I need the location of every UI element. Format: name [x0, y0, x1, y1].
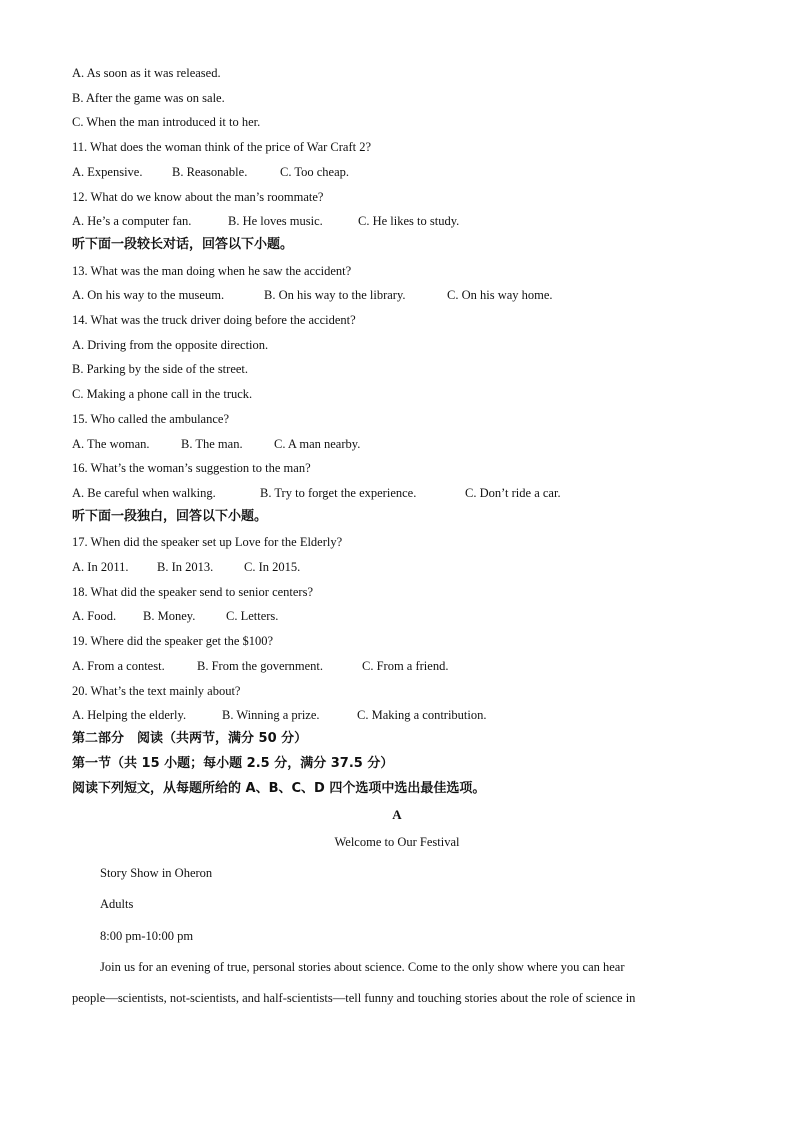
q15-option-b: B. The man.: [181, 437, 243, 451]
q11-option-b: B. Reasonable.: [172, 165, 248, 179]
q17-option-b: B. In 2013.: [157, 560, 214, 574]
q12-option-b: B. He loves music.: [228, 214, 323, 228]
q13-option-b: B. On his way to the library.: [264, 288, 406, 302]
section-heading-monologue: 听下面一段独白，回答以下小题。: [72, 509, 268, 524]
q11-question: 11. What does the woman think of the price of War Craft 2?: [72, 140, 372, 154]
q10-option-c: C. When the man introduced it to her.: [72, 115, 261, 129]
q17-option-c: C. In 2015.: [244, 560, 301, 574]
q14-question: 14. What was the truck driver doing before the accident?: [72, 313, 356, 327]
section-heading-long-dialogue: 听下面一段较长对话，回答以下小题。: [72, 237, 294, 252]
q20-option-c: C. Making a contribution.: [357, 708, 487, 722]
passage-time: 8:00 pm-10:00 pm: [100, 929, 194, 943]
q15-option-c: C. A man nearby.: [274, 437, 361, 451]
q20-question: 20. What’s the text mainly about?: [72, 684, 241, 698]
q19-option-c: C. From a friend.: [362, 659, 449, 673]
q11-option-c: C. Too cheap.: [280, 165, 350, 179]
q19-option-a: A. From a contest.: [72, 659, 165, 673]
q16-question: 16. What’s the woman’s suggestion to the man?: [72, 461, 311, 475]
q14-option-c: C. Making a phone call in the truck.: [72, 387, 253, 401]
passage-label: A: [392, 807, 402, 822]
passage-title: Welcome to Our Festival: [334, 835, 460, 849]
q12-option-a: A. He’s a computer fan.: [72, 214, 192, 228]
q18-option-b: B. Money.: [143, 609, 196, 623]
q10-option-b: B. After the game was on sale.: [72, 91, 225, 105]
q12-question: 12. What do we know about the man’s roommate?: [72, 190, 324, 204]
q16-options: [72, 485, 561, 501]
q15-question: 15. Who called the ambulance?: [72, 412, 229, 426]
q17-option-a: A. In 2011.: [72, 560, 129, 574]
q19-option-b: B. From the government.: [197, 659, 324, 673]
part2-section1: 第一节（共 15 小题；每小题 2.5 分，满分 37.5 分）: [72, 756, 394, 771]
q14-option-b: B. Parking by the side of the street.: [72, 362, 249, 376]
passage-body-line-1: Join us for an evening of true, personal stories about science. Come to the only show where you can hear: [100, 960, 625, 974]
q13-options: [72, 287, 553, 303]
q18-option-a: A. Food.: [72, 609, 117, 623]
q17-question: 17. When did the speaker set up Love for the Elderly?: [72, 535, 343, 549]
q19-options: [72, 658, 448, 674]
q11-options: [72, 164, 349, 180]
passage-audience: Adults: [100, 897, 134, 911]
q16-option-c: C. Don’t ride a car.: [465, 486, 561, 500]
q20-option-b: B. Winning a prize.: [222, 708, 320, 722]
q16-option-a: A. Be careful when walking.: [72, 486, 216, 500]
q12-option-c: C. He likes to study.: [358, 214, 460, 228]
q19-question: 19. Where did the speaker get the $100?: [72, 634, 274, 648]
q13-option-a: A. On his way to the museum.: [72, 288, 225, 302]
q11-option-a: A. Expensive.: [72, 165, 143, 179]
q13-question: 13. What was the man doing when he saw the accident?: [72, 264, 352, 278]
part2-title: 第二部分 阅读（共两节，满分 50 分）: [72, 731, 308, 746]
q15-options: [72, 436, 360, 452]
q18-question: 18. What did the speaker send to senior centers?: [72, 585, 314, 599]
q14-option-a: A. Driving from the opposite direction.: [72, 338, 269, 352]
q13-option-c: C. On his way home.: [447, 288, 553, 302]
q20-option-a: A. Helping the elderly.: [72, 708, 187, 722]
q12-options: [72, 213, 459, 229]
q16-option-b: B. Try to forget the experience.: [260, 486, 417, 500]
part2-instruction: 阅读下列短文，从每题所给的 A、B、C、D 四个选项中选出最佳选项。: [72, 781, 486, 796]
q10-option-a: A. As soon as it was released.: [72, 66, 221, 80]
q17-options: [72, 559, 300, 575]
q20-options: [72, 707, 487, 723]
q18-options: [72, 608, 278, 624]
q18-option-c: C. Letters.: [226, 609, 279, 623]
passage-body-line-2: people—scientists, not-scientists, and half-scientists—tell funny and touching stories about the role of science in: [72, 991, 636, 1005]
passage-event: Story Show in Oheron: [100, 866, 213, 880]
q15-option-a: A. The woman.: [72, 437, 150, 451]
